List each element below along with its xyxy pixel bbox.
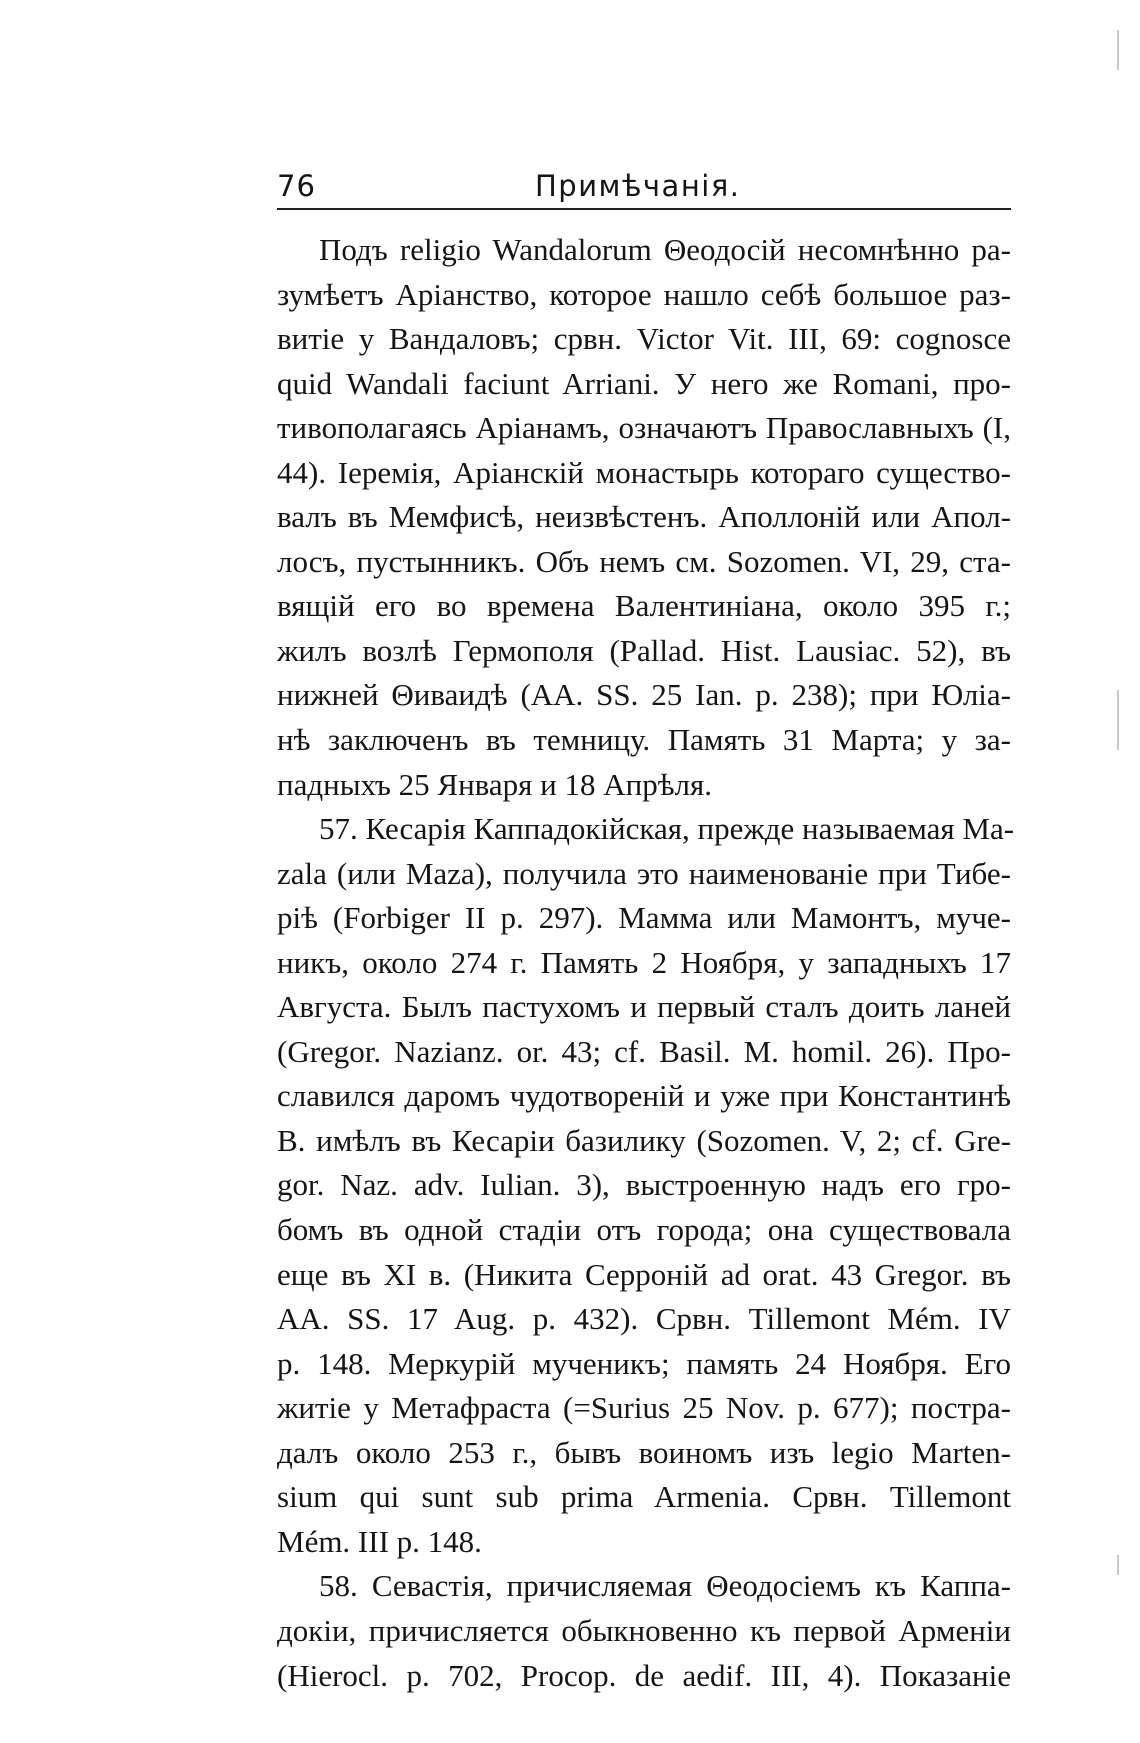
text-line: zala (или Maza), получила это наименованіе при Тибе- — [277, 855, 1011, 891]
text-line: (Gregor. Nazianz. or. 43; cf. Basil. M. homil. 26). Про- — [277, 1033, 1011, 1069]
scan-edge-mark — [1117, 690, 1119, 750]
text-line: (Hierocl. p. 702, Procop. de aedif. III, 4). Показаніе — [277, 1657, 1011, 1693]
text-line: ріѣ (Forbiger II p. 297). Мамма или Мамонтъ, муче- — [277, 900, 1011, 936]
text-line: бомъ въ одной стадіи отъ города; она существовала — [277, 1212, 1011, 1248]
text-line: никъ, около 274 г. Память 2 Ноября, у западныхъ 17 — [277, 944, 1011, 980]
text-line: тивополагаясь Аріанамъ, означаютъ Православныхъ (I, — [277, 410, 1011, 446]
page-header — [277, 168, 1011, 212]
text-line: витіе у Вандаловъ; срвн. Victor Vit. III, 69: cognosce — [277, 321, 1011, 357]
text-line: докіи, причисляется обыкновенно къ первой Арменіи — [277, 1612, 1011, 1648]
text-line: AA. SS. 17 Aug. p. 432). Срвн. Tillemont Mém. IV — [277, 1301, 1011, 1337]
text-line: sium qui sunt sub prima Armenia. Срвн. Tillemont — [277, 1479, 1011, 1515]
text-line: далъ около 253 г., бывъ воиномъ изъ legio Marten- — [277, 1434, 1011, 1470]
text-line: нѣ заключенъ въ темницу. Память 31 Марта; у за- — [277, 722, 1011, 758]
text-line: 44). Іеремія, Аріанскій монастырь котораго существо- — [277, 454, 1011, 490]
text-line: валъ въ Мемфисѣ, неизвѣстенъ. Аполлоній или Апол- — [277, 499, 1011, 535]
scan-edge-mark — [1117, 1555, 1119, 1575]
text-line: quid Wandali faciunt Arriani. У него же Romani, про- — [277, 365, 1011, 401]
text-line: падныхъ 25 Января и 18 Апрѣля. — [277, 766, 713, 802]
text-line: вящій его во времена Валентиніана, около 395 г.; — [277, 588, 1011, 624]
text-line: p. 148. Меркурій мученикъ; память 24 Ноября. Его — [277, 1345, 1011, 1381]
text-line: Подъ religio Wandalorum Θеодосій несомнѣнно ра- — [319, 232, 1011, 267]
text-line: нижней Θиваидѣ (AA. SS. 25 Ian. p. 238); при Юліа- — [277, 677, 1011, 713]
text-line: 57. Кесарія Каппадокійская, прежде называемая Ma- — [319, 811, 1015, 847]
text-line: Mém. III p. 148. — [277, 1523, 482, 1559]
text-line: 58. Севастія, причисляемая Θеодосіемъ къ Каппа- — [319, 1568, 1011, 1604]
scan-edge-mark — [1117, 30, 1119, 70]
header-rule — [277, 208, 1011, 210]
text-line: Августа. Былъ пастухомъ и первый сталъ доить ланей — [277, 989, 1011, 1025]
text-line: зумѣетъ Аріанство, которое нашло себѣ большое раз- — [277, 276, 1011, 312]
text-line: еще въ XI в. (Никита Серроній ad orat. 43 Gregor. въ — [277, 1256, 1011, 1292]
page-number: 76 — [277, 169, 316, 203]
text-line: лосъ, пустынникъ. Объ немъ см. Sozomen. VI, 29, ста- — [277, 543, 1011, 579]
text-line: славился даромъ чудотвореній и уже при Константинѣ — [277, 1078, 1011, 1114]
text-line: житіе у Метафраста (=Surius 25 Nov. p. 677); постра- — [277, 1390, 1011, 1426]
running-title: Примѣчанія. — [535, 169, 741, 203]
text-line: жилъ возлѣ Гермополя (Pallad. Hist. Lausiac. 52), въ — [277, 632, 1011, 668]
body-text — [277, 228, 1015, 1698]
text-line: В. имѣлъ въ Кесаріи базилику (Sozomen. V, 2; cf. Gre- — [277, 1122, 1011, 1158]
text-line: gor. Naz. adv. Iulian. 3), выстроенную надъ его гро- — [277, 1167, 1011, 1203]
